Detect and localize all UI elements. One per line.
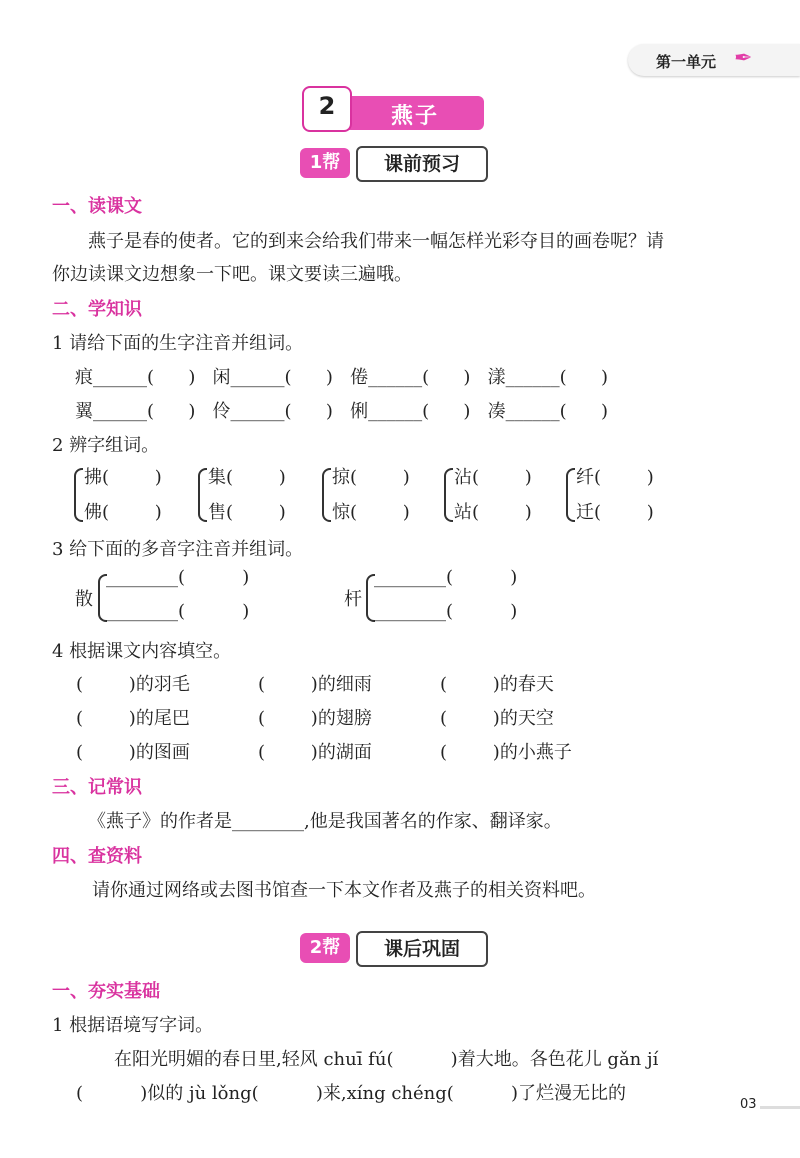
section-heading-read: 一、读课文 [52,196,142,217]
part2-label: 课后巩固 [356,931,488,967]
q4-cell: ( )的湖面 [258,742,372,763]
q3-char2-a: ________( ) [374,567,518,588]
q3-title: 3 给下面的多音字注音并组词。 [52,539,304,560]
q4-cell: ( )的小燕子 [440,742,572,763]
q2-pair-b: 站( ) [454,502,532,523]
lesson-number-box [302,86,352,132]
q4-cell: ( )的尾巴 [76,708,190,729]
q1-row1: 痕______( ) 闲______( ) 倦______( ) 漾______( ) [75,367,608,388]
q3-char2-b: ________( ) [374,601,518,622]
q1-row2: 翼______( ) 伶______( ) 俐______( ) 凑______( ) [75,401,608,422]
read-text-line2: 你边读课文边想象一下吧。课文要读三遍哦。 [52,264,412,285]
q2-pair-b: 售( ) [208,502,286,523]
lesson-number: 2 [318,92,336,120]
q3-char2: 杆 [344,589,362,610]
q4-cell: ( )的天空 [440,708,554,729]
q3-char1: 散 [75,589,93,610]
q4-cell: ( )的翅膀 [258,708,372,729]
basics-line2: ( )似的 jù lǒng( )来,xíng chéng( )了烂漫无比的 [76,1083,627,1104]
q1-title: 1 请给下面的生字注音并组词。 [52,333,304,354]
brace [566,468,575,522]
q2-pair-a: 集( ) [208,467,286,488]
q2-pair-a: 掠( ) [332,467,410,488]
q2-pair-a: 纤( ) [576,467,654,488]
unit-tab [628,44,800,76]
read-text-line1: 燕子是春的使者。它的到来会给我们带来一幅怎样光彩夺目的画卷呢？请 [88,231,664,252]
brace [444,468,453,522]
section-heading-basics: 一、夯实基础 [52,981,160,1002]
unit-label: 第一单元 [656,53,717,71]
brace [322,468,331,522]
part1-label: 课前预习 [356,146,488,182]
q4-cell: ( )的春天 [440,674,554,695]
q3-char1-b: ________( ) [106,601,250,622]
research-line: 请你通过网络或去图书馆查一下本文作者及燕子的相关资料吧。 [92,880,596,901]
section-heading-research: 四、查资料 [52,846,142,867]
knowledge-line: 《燕子》的作者是________,他是我国著名的作家、翻译家。 [88,811,562,832]
section-heading-learn: 二、学知识 [52,299,142,320]
q4-cell: ( )的细雨 [258,674,372,695]
q2-pair-a: 拂( ) [84,467,162,488]
part1-tag: 1帮 [300,148,350,178]
q2-pair-a: 沾( ) [454,467,532,488]
q4-cell: ( )的羽毛 [76,674,190,695]
q4-cell: ( )的图画 [76,742,190,763]
brace [198,468,207,522]
page-number-rule [760,1106,800,1109]
q2-pair-b: 惊( ) [332,502,410,523]
section-heading-knowledge: 三、记常识 [52,777,142,798]
q3-char1-a: ________( ) [106,567,250,588]
part2-tag: 2帮 [300,933,350,963]
lesson-title: 燕子 [390,104,439,129]
brace [74,468,83,522]
feather-pen-icon: ✒ [734,46,753,71]
q2-pair-b: 佛( ) [84,502,162,523]
q2-title: 2 辨字组词。 [52,435,160,456]
page-number: 03 [740,1097,757,1112]
basics-q1-title: 1 根据语境写字词。 [52,1015,214,1036]
q4-title: 4 根据课文内容填空。 [52,641,232,662]
basics-line1: 在阳光明媚的春日里,轻风 chuī fú( )着大地。各色花儿 gǎn jí [114,1049,659,1070]
lesson-title-bar [346,96,484,130]
q2-pair-b: 迁( ) [576,502,654,523]
